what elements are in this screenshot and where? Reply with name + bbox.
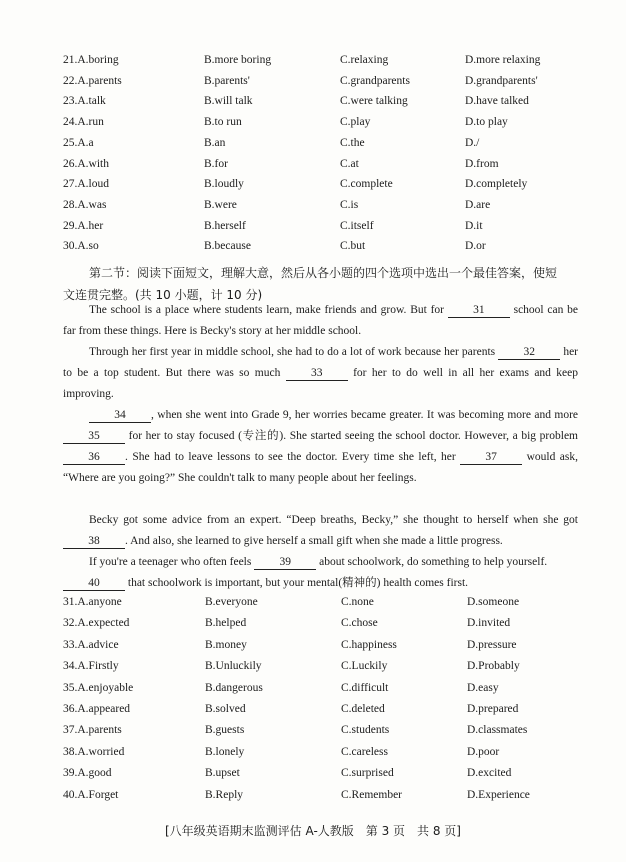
- option-d: D.it: [465, 219, 483, 232]
- option-a: 33.A.advice: [63, 638, 119, 651]
- option-row: [0, 767, 626, 787]
- option-d: D.invited: [467, 617, 511, 630]
- option-c: C.grandparents: [340, 74, 410, 87]
- option-c: C.but: [340, 240, 366, 253]
- option-row: [0, 116, 626, 136]
- option-a: 27.A.loud: [63, 178, 109, 191]
- option-a: 30.A.so: [63, 240, 99, 253]
- option-a: 21.A.boring: [63, 54, 119, 66]
- option-row: [0, 95, 626, 115]
- option-b: B.upset: [205, 767, 240, 780]
- option-d: D.poor: [467, 745, 500, 758]
- option-d: D.pressure: [467, 638, 517, 651]
- passage-text: , when she went into Grade 9, her worries became greater. It was becoming more and more: [151, 409, 578, 421]
- option-a: 37.A.parents: [63, 724, 122, 737]
- option-c: C.the: [340, 136, 365, 149]
- option-b: B.because: [204, 240, 251, 253]
- blank-39: 39: [254, 555, 316, 570]
- option-row: [0, 158, 626, 178]
- passage-text: for her to do well in all her exams and keep improving.: [63, 367, 579, 400]
- passage-text: If you're a teenager who often feels: [89, 556, 255, 568]
- option-a: 26.A.with: [63, 157, 109, 170]
- option-d: D.to play: [465, 116, 508, 129]
- passage-paragraph-3: [63, 405, 578, 489]
- option-d: D.someone: [467, 596, 520, 608]
- option-b: B.an: [204, 136, 226, 149]
- passage-paragraph-1: [63, 300, 578, 342]
- option-a: 25.A.a: [63, 136, 94, 149]
- option-c: C.complete: [340, 178, 393, 191]
- option-d: D.more relaxing: [465, 54, 541, 66]
- option-c: C.Luckily: [341, 660, 388, 673]
- option-c: C.careless: [341, 745, 388, 758]
- option-row: [0, 240, 626, 260]
- option-b: B.will talk: [204, 95, 253, 108]
- passage-text: for her to stay focused (专注的). She started seeing the school doctor. However, a big problem: [125, 430, 578, 442]
- option-row: [0, 178, 626, 198]
- option-row: [0, 596, 626, 616]
- option-d: D.easy: [467, 681, 499, 694]
- option-c: C.deleted: [341, 703, 385, 715]
- option-c: C.at: [340, 157, 359, 170]
- blank-35: 35: [63, 429, 125, 444]
- option-row: [0, 789, 626, 809]
- blank-37: 37: [460, 450, 522, 465]
- option-b: B.solved: [205, 703, 246, 715]
- option-a: 23.A.talk: [63, 95, 106, 108]
- option-d: D.prepared: [467, 703, 519, 715]
- passage-text: . And also, she learned to give herself a small gift when she made a little progress.: [125, 535, 503, 547]
- option-b: B.parents': [204, 74, 250, 87]
- blank-36: 36: [63, 450, 125, 465]
- instruction-line-1: 第二节：阅读下面短文，理解大意，然后从各小题的四个选项中选出一个最佳答案，使短: [89, 266, 558, 280]
- option-c: C.chose: [341, 617, 378, 630]
- option-c: C.were talking: [340, 95, 408, 108]
- option-c: C.surprised: [341, 767, 394, 780]
- option-b: B.everyone: [205, 596, 258, 608]
- option-row: [0, 75, 626, 95]
- option-row: [0, 617, 626, 637]
- option-row: [0, 746, 626, 766]
- option-d: D.Probably: [467, 660, 520, 673]
- option-a: 35.A.enjoyable: [63, 681, 134, 694]
- blank-33: 33: [286, 366, 348, 381]
- option-b: B.lonely: [205, 745, 245, 758]
- passage-text: . She had to leave lessons to see the doctor. Every time she left, her: [125, 451, 461, 463]
- option-c: C.none: [341, 596, 374, 608]
- option-a: 28.A.was: [63, 198, 107, 211]
- option-b: B.Unluckily: [205, 660, 262, 673]
- option-d: D.from: [465, 157, 499, 170]
- option-a: 32.A.expected: [63, 617, 130, 630]
- option-c: C.play: [340, 116, 371, 129]
- option-b: B.herself: [204, 219, 246, 232]
- option-row: [0, 199, 626, 219]
- blank-40: 40: [63, 576, 125, 591]
- option-row: [0, 660, 626, 680]
- option-row: [0, 54, 626, 74]
- blank-38: 38: [63, 534, 125, 549]
- option-b: B.were: [204, 198, 237, 211]
- option-a: 24.A.run: [63, 116, 104, 129]
- option-row: [0, 639, 626, 659]
- option-b: B.loudly: [204, 178, 244, 191]
- option-a: 22.A.parents: [63, 74, 122, 87]
- option-row: [0, 682, 626, 702]
- option-b: B.more boring: [204, 54, 272, 66]
- option-a: 39.A.good: [63, 767, 112, 780]
- page-footer: [八年级英语期末监测评估 A-人教版 第 3 页 共 8 页]: [165, 824, 461, 838]
- option-a: 36.A.appeared: [63, 703, 131, 715]
- option-a: 34.A.Firstly: [63, 660, 119, 673]
- option-c: C.Remember: [341, 788, 402, 801]
- blank-31: 31: [448, 303, 510, 318]
- option-c: C.happiness: [341, 638, 397, 651]
- option-b: B.for: [204, 157, 228, 170]
- option-row: [0, 703, 626, 723]
- passage-text: would ask, “Where are you going?” She couldn't talk to many people about her feelings.: [63, 451, 578, 484]
- option-d: D.excited: [467, 767, 512, 780]
- passage-text: that schoolwork is important, but your mental(精神的) health comes first.: [125, 577, 469, 589]
- option-c: C.is: [340, 198, 359, 211]
- blank-32: 32: [498, 345, 560, 360]
- option-d: D.or: [465, 240, 486, 253]
- passage-text: about schoolwork, do something to help yourself.: [316, 556, 548, 568]
- passage-paragraph-5: [63, 552, 578, 573]
- option-c: C.itself: [340, 219, 374, 232]
- option-row: [0, 220, 626, 240]
- passage-paragraph-4: [63, 510, 578, 552]
- passage-text: The school is a place where students learn, make friends and grow. But for: [89, 304, 448, 316]
- passage-text: school can be far from these things. Here is Becky's story at her middle school.: [63, 304, 579, 337]
- option-d: D.grandparents': [465, 74, 538, 87]
- option-b: B.money: [205, 638, 247, 651]
- blank-34: 34: [89, 408, 151, 423]
- passage-text: her to be a top student. But there was so much: [63, 346, 578, 379]
- option-b: B.to run: [204, 116, 242, 129]
- instruction-line-2: 文连贯完整。(共 10 小题，计 10 分): [63, 288, 263, 302]
- option-d: D.completely: [465, 178, 528, 191]
- option-c: C.difficult: [341, 681, 389, 694]
- option-a: 29.A.her: [63, 219, 104, 232]
- option-a: 31.A.anyone: [63, 596, 122, 608]
- option-c: C.students: [341, 724, 390, 737]
- option-b: B.helped: [205, 617, 247, 630]
- passage-paragraph-6: [63, 573, 578, 594]
- option-a: 38.A.worried: [63, 745, 125, 758]
- passage-text: Becky got some advice from an expert. “Deep breaths, Becky,” she thought to herself when she got: [89, 514, 578, 526]
- option-b: B.guests: [205, 724, 245, 737]
- option-d: D./: [465, 136, 480, 149]
- option-a: 40.A.Forget: [63, 788, 119, 801]
- option-row: [0, 137, 626, 157]
- passage-paragraph-2: [63, 342, 578, 405]
- option-d: D.classmates: [467, 724, 528, 737]
- option-d: D.are: [465, 198, 491, 211]
- option-b: B.dangerous: [205, 681, 263, 694]
- option-row: [0, 724, 626, 744]
- option-c: C.relaxing: [340, 54, 389, 66]
- passage-text: Through her first year in middle school, she had to do a lot of work because her parents: [89, 346, 499, 358]
- option-d: D.Experience: [467, 788, 530, 801]
- option-b: B.Reply: [205, 788, 244, 801]
- option-d: D.have talked: [465, 95, 529, 108]
